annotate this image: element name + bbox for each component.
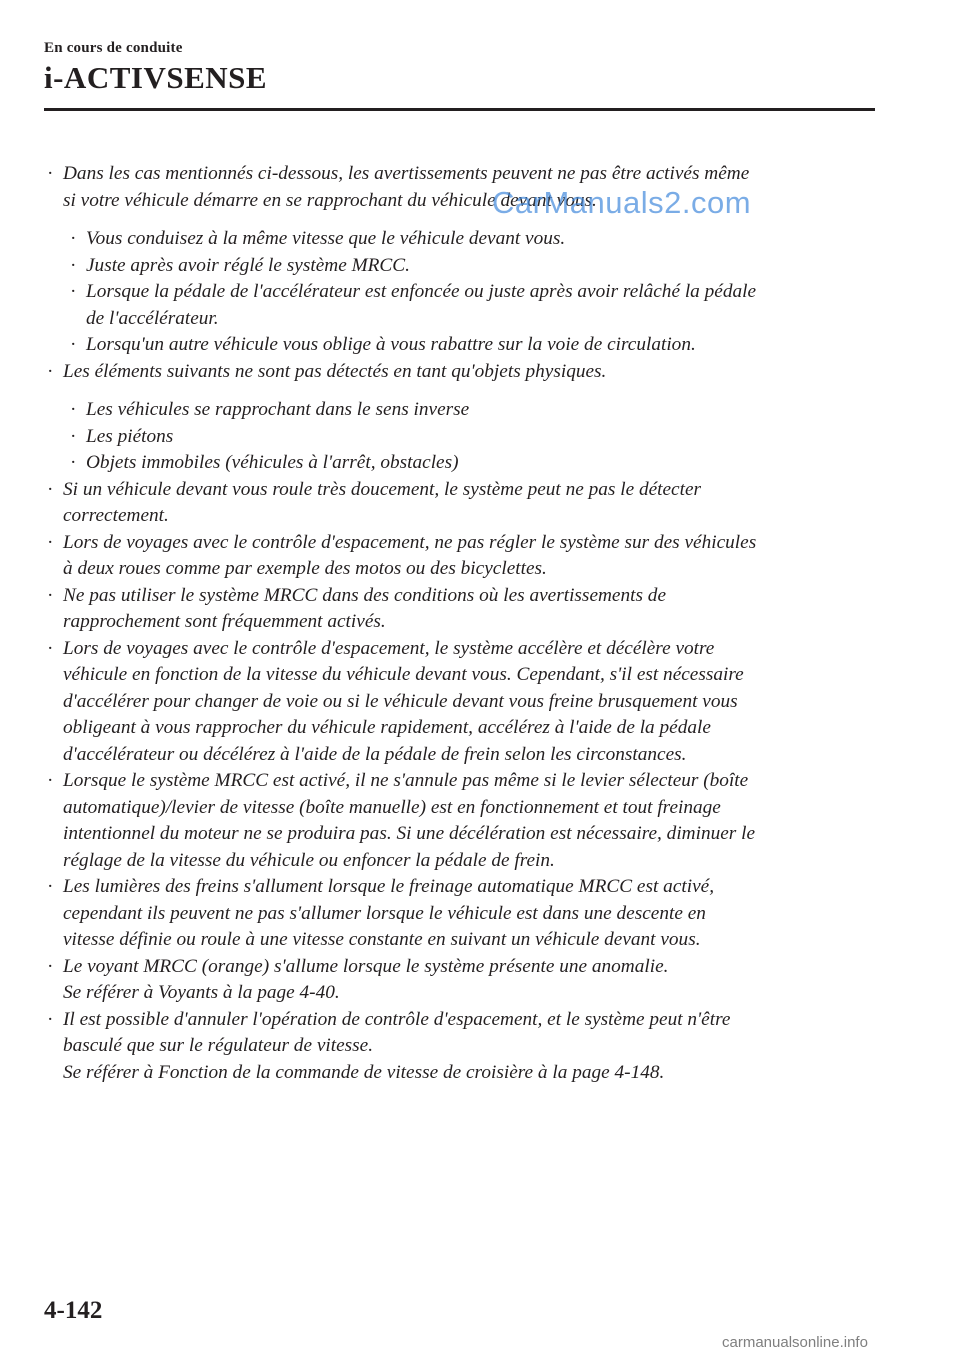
list-item-text: Les éléments suivants ne sont pas détectés en tant qu'objets physiques. — [63, 360, 607, 382]
bullet-icon: · — [70, 452, 77, 473]
footer-source-link[interactable]: carmanualsonline.info — [722, 1334, 868, 1351]
list-item-text: Les piétons — [86, 425, 174, 447]
bullet-icon: · — [70, 281, 77, 302]
bullet-icon: · — [47, 584, 54, 606]
bullet-icon: · — [70, 334, 77, 355]
bullet-icon: · — [47, 637, 54, 659]
list-item-text: Lors de voyages avec le contrôle d'espacement, ne pas régler le système sur des véhicules à deux roues comme par exemple des motos ou des bicyclettes. — [63, 531, 757, 579]
page-title: i-ACTIVSENSE — [44, 60, 268, 95]
list-item-text: Lorsque la pédale de l'accélérateur est enfoncée ou juste après avoir relâché la pédale de l'accélérateur. — [86, 281, 757, 329]
list-item-text: Si un véhicule devant vous roule très doucement, le système peut ne pas le détecter correctement. — [63, 478, 702, 526]
list-item-text: Lorsqu'un autre véhicule vous oblige à vous rabattre sur la voie de circulation. — [86, 334, 696, 355]
list-item-text: Lorsque le système MRCC est activé, il ne s'annule pas même si le levier sélecteur (boîte automatique)/levier de vitesse (boîte manuelle) est en fonctionnement et tout freinage intentionnel du moteur ne se produira pas. Si une décélération est nécessaire, diminuer le réglage de la vitesse du véhicule ou enfoncer la pédale de frein. — [63, 770, 756, 871]
list-item — [46, 583, 876, 636]
list-item — [46, 874, 876, 954]
bullet-icon: · — [47, 770, 54, 791]
bullet-icon: · — [47, 955, 54, 977]
bullet-icon: · — [70, 399, 77, 420]
sub-list-item — [69, 226, 876, 253]
bullet-icon: · — [47, 1008, 54, 1030]
list-item — [46, 477, 876, 530]
list-item — [46, 768, 876, 874]
bullet-icon: · — [70, 425, 77, 447]
list-item-text: Objets immobiles (véhicules à l'arrêt, obstacles) — [86, 452, 459, 473]
list-item-text: Juste après avoir réglé le système MRCC. — [86, 254, 410, 276]
bullet-list — [46, 161, 876, 1086]
list-item — [46, 636, 876, 769]
bullet-icon: · — [47, 876, 54, 897]
list-item-text: Vous conduisez à la même vitesse que le véhicule devant vous. — [86, 228, 566, 249]
bullet-icon: · — [47, 478, 54, 500]
list-item-text: Dans les cas mentionnés ci-dessous, les avertissements peuvent ne pas être activés même si votre véhicule démarre en se rapprochant du véhicule devant vous. — [63, 163, 750, 211]
list-item-text: Il est possible d'annuler l'opération de contrôle d'espacement, et le système peut n'être basculé que sur le régulateur de vitesse. Se référer à Fonction de la commande de vitesse de croisière à la page 4-148. — [63, 1008, 731, 1083]
list-item — [46, 954, 876, 1007]
list-item — [46, 1007, 876, 1087]
bullet-icon: · — [70, 254, 77, 276]
bullet-icon: · — [47, 531, 54, 553]
list-item — [46, 359, 876, 386]
list-item — [46, 161, 876, 214]
header-divider — [44, 108, 875, 111]
list-item-text: Les véhicules se rapprochant dans le sens inverse — [86, 399, 470, 420]
sub-list-item — [69, 450, 876, 477]
bullet-icon: · — [47, 163, 54, 184]
sub-list-item — [69, 332, 876, 359]
sub-list-item — [69, 253, 876, 280]
sub-list-item — [69, 397, 876, 424]
section-heading: En cours de conduite — [44, 40, 183, 56]
list-item-text: Les lumières des freins s'allument lorsque le freinage automatique MRCC est activé, cependant ils peuvent ne pas s'allumer lorsque le véhicule est dans une descente en vitesse définie ou roule à une vitesse constante en suivant un véhicule devant vous. — [63, 876, 715, 950]
bullet-icon: · — [70, 228, 77, 249]
list-item — [46, 530, 876, 583]
bullet-icon: · — [47, 360, 54, 382]
watermark: CarManuals2.com — [492, 185, 752, 220]
page-number: 4-142 — [44, 1297, 103, 1324]
sub-list-item — [69, 279, 876, 332]
sub-list-item — [69, 424, 876, 451]
list-item-text: Ne pas utiliser le système MRCC dans des conditions où les avertissements de rapprochement sont fréquemment activés. — [63, 584, 667, 632]
list-item-text: Le voyant MRCC (orange) s'allume lorsque le système présente une anomalie. Se référer à Voyants à la page 4-40. — [63, 955, 669, 1003]
list-item-text: Lors de voyages avec le contrôle d'espacement, le système accélère et décélère votre véhicule en fonction de la vitesse du véhicule devant vous. Cependant, s'il est nécessaire d'accélérer pour changer de voie ou si le véhicule devant vous freine brusquement vous obligeant à vous rapprocher du véhicule rapidement, accélérez à l'aide de la pédale d'accélérateur ou décélérez à l'aide de la pédale de frein selon les circonstances. — [63, 637, 744, 765]
